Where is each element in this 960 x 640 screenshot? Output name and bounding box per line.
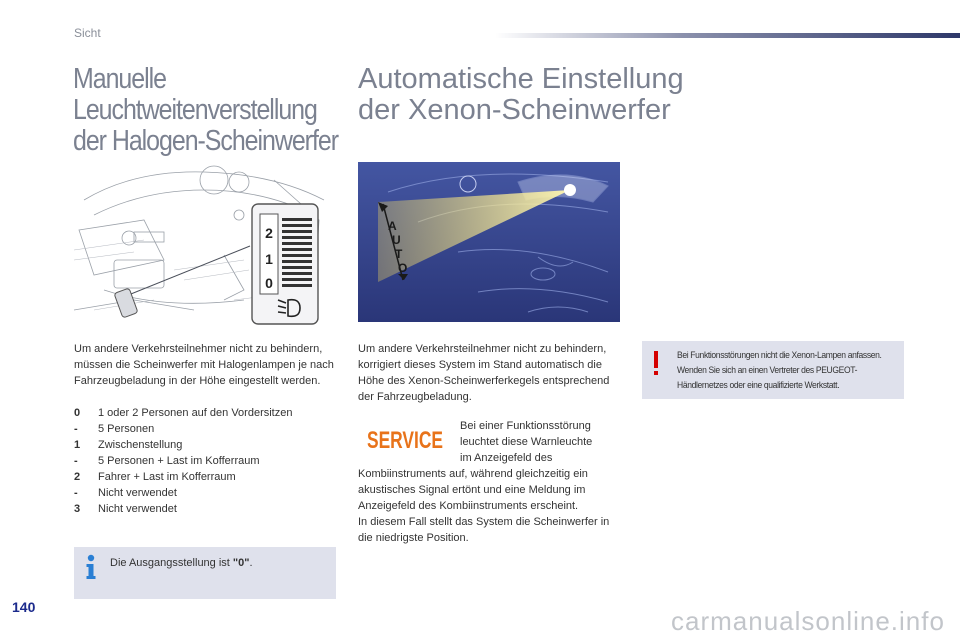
legend-row: [74, 437, 336, 453]
load-position-legend: [74, 405, 336, 517]
right-heading-line-1: Automatische Einstellung: [358, 63, 684, 95]
left-heading: [73, 63, 338, 157]
auto-letter-t: T: [395, 247, 403, 261]
fault-text-block: [460, 418, 624, 466]
auto-letter-a: A: [388, 219, 397, 233]
legend-row: [74, 485, 336, 501]
legend-row: [74, 469, 336, 485]
info-value: "0": [232, 557, 250, 569]
legend-key: 0: [74, 407, 81, 419]
legend-key: -: [74, 487, 78, 499]
legend-text: Fahrer + Last im Kofferraum: [98, 471, 236, 483]
fault-continuation-text: Kombiinstruments auf, während gleichzeitig ein akustisches Signal ertönt und eine Meldung im Anzeigefeld des Kombiinstruments erscheint.: [358, 468, 588, 512]
fault-line-1: Bei einer Funktionsstörung: [460, 420, 591, 432]
watermark: carmanualsonline.info: [671, 606, 945, 636]
fault-continuation: [358, 466, 624, 546]
dashboard-thumbwheel-illustration: [74, 160, 336, 322]
legend-key: 3: [74, 503, 81, 515]
auto-letter-o: O: [398, 261, 408, 275]
left-intro: Um andere Verkehrsteilnehmer nicht zu behindern, müssen die Scheinwerfer mit Halogenlampen je nach Fahrzeugbeladung in der Höhe eingestellt werden.: [74, 343, 334, 387]
legend-row: [74, 501, 336, 517]
header-rule: [495, 33, 960, 38]
legend-text: Nicht verwendet: [98, 487, 177, 499]
info-suffix: .: [249, 557, 253, 569]
auto-letter-u: U: [392, 233, 401, 247]
fault-line-3: im Anzeigefeld des: [460, 452, 553, 464]
legend-row: [74, 453, 336, 469]
info-text: [110, 557, 253, 569]
dial-label-1: 1: [265, 251, 273, 267]
legend-text: 1 oder 2 Personen auf den Vordersitzen: [98, 407, 293, 419]
info-icon: [84, 553, 98, 581]
legend-row: [74, 405, 336, 421]
service-warning-icon: [367, 426, 445, 452]
legend-key: 2: [74, 471, 81, 483]
legend-key: 1: [74, 439, 81, 451]
legend-text: 5 Personen + Last im Kofferraum: [98, 455, 260, 467]
section-title: Sicht: [74, 26, 101, 40]
warning-text: Bei Funktionsstörungen nicht die Xenon-Lampen anfassen. Wenden Sie sich an einen Vertreter des PEUGEOT-Händlernetzes oder eine qualifizierte Werkstatt.: [677, 350, 882, 391]
fault-end-text: In diesem Fall stellt das System die Scheinwerfer in die niedrigste Position.: [358, 516, 610, 544]
service-logo-text: SERVICE: [367, 427, 443, 454]
right-intro: Um andere Verkehrsteilnehmer nicht zu behindern, korrigiert dieses System im Stand automatisch die Höhe des Xenon-Scheinwerferkegels entsprechend der Fahrzeugbeladung.: [358, 343, 610, 403]
left-heading-line-2: Leuchtweitenverstellung: [73, 94, 317, 126]
warning-box: [642, 341, 904, 399]
exclamation-icon: [649, 349, 663, 377]
left-heading-line-3: der Halogen-Scheinwerfer: [73, 125, 338, 157]
legend-text: Zwischenstellung: [98, 439, 183, 451]
legend-row: [74, 421, 336, 437]
legend-key: -: [74, 455, 78, 467]
legend-text: Nicht verwendet: [98, 503, 177, 515]
info-prefix: Die Ausgangsstellung ist: [110, 557, 233, 569]
legend-key: -: [74, 423, 78, 435]
xenon-headlight-illustration: [358, 162, 620, 322]
fault-line-2: leuchtet diese Warnleuchte: [460, 436, 593, 448]
page-number: 140: [12, 599, 36, 615]
left-heading-line-1: Manuelle: [73, 63, 166, 95]
dial-label-0: 0: [265, 275, 273, 291]
legend-text: 5 Personen: [98, 423, 155, 435]
right-heading: [358, 64, 698, 126]
dial-label-2: 2: [265, 225, 273, 241]
info-box: [74, 547, 336, 599]
right-heading-line-2: der Xenon-Scheinwerfer: [358, 94, 671, 126]
